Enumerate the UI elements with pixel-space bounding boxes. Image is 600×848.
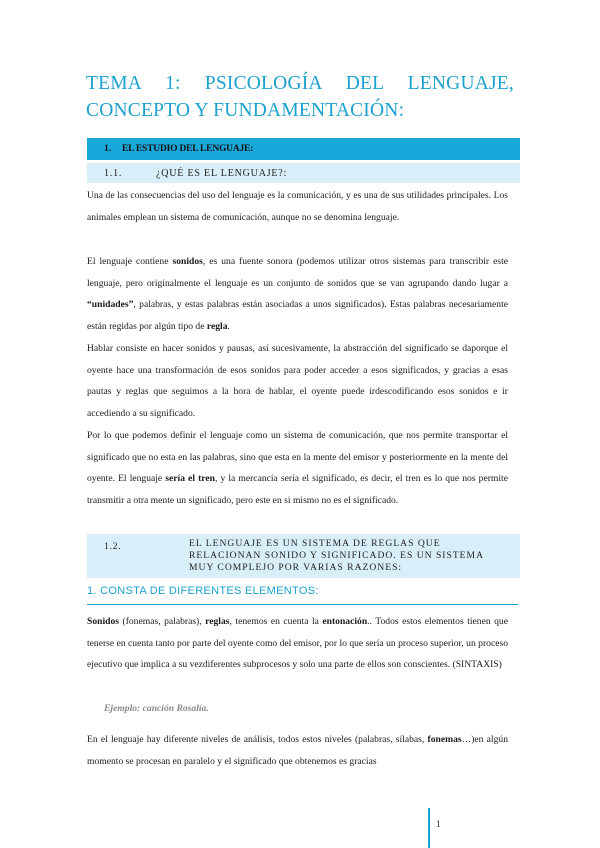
subsection-heading-1-2 xyxy=(87,534,520,578)
title-line-1: TEMA 1: PSICOLOGÍA DEL LENGUAJE, xyxy=(86,73,514,94)
subsection-title: EL LENGUAJE ES UN SISTEMA DE REGLAS QUE RELACIONAN SONIDO Y SIGNIFICADO. ES UN SISTEMA MUY COMPLEJO POR VARIAS RAZONES: xyxy=(189,538,484,573)
paragraph-1 xyxy=(87,185,508,228)
text-run: , y la mercancía sería el significado, es decir, el tren es lo que nos permite transmitir a otra mente un significado, pero este en si mismo no es el significado. xyxy=(87,473,508,506)
text-run: . xyxy=(227,320,230,332)
bold-term-sonidos: Sonidos xyxy=(87,616,119,627)
text-run: .. Todos estos elementos tienen que tenerse en cuenta tanto por parte del oyente como del emisor, por lo que sería un proceso superior, un proceso ejecutivo que implica a su vezdiferentes subprocesos y solo una parte de ellos son conscientes. (SINTAXIS) xyxy=(87,616,508,670)
bold-term-tren: sería el tren xyxy=(165,473,215,484)
paragraph-6 xyxy=(87,729,508,772)
page-number-marker xyxy=(428,808,450,848)
text-run: Por lo que podemos definir el lenguaje como un sistema de comunicación, que nos permite transportar el significado que no esta en las palabras, sino que esta en la mente del emisor y posteriormente en la mente del oyente. El lenguaje xyxy=(87,430,508,484)
text-run: …)en algún momento se procesan en paralelo y el significado que obtenemos es gracias xyxy=(87,734,508,767)
text-run: , es una fuente sonora (podemos utilizar otros sistemas para transcribir este lenguaje, pero originalmente el lenguaje es un conjunto de sonidos que se van agrupando dando lugar a xyxy=(87,256,508,289)
subsection-number: 1.1. xyxy=(104,167,123,179)
section-title: EL ESTUDIO DEL LENGUAJE: xyxy=(122,144,254,154)
subsection-heading-1-1 xyxy=(87,163,520,183)
paragraph-2 xyxy=(87,251,508,337)
list-heading: 1. CONSTA DE DIFERENTES ELEMENTOS: xyxy=(87,585,518,605)
page-title xyxy=(86,70,514,124)
bold-term-entonacion: entonación xyxy=(322,616,368,627)
title-line-2: CONCEPTO Y FUNDAMENTACIÓN: xyxy=(86,100,405,121)
subsection-title: ¿QUÉ ES EL LENGUAJE?: xyxy=(156,167,288,179)
paragraph-5 xyxy=(87,611,508,676)
bold-term-unidades: “unidades” xyxy=(87,299,134,310)
bold-term-regla: regla xyxy=(206,320,228,332)
text-run: El lenguaje contiene xyxy=(87,256,173,267)
text-run: En el lenguaje hay diferente niveles de análisis, todos estos niveles (palabras, sílabas, xyxy=(87,734,428,745)
section-heading-1 xyxy=(87,138,520,160)
page-number: 1 xyxy=(436,819,441,829)
section-number: 1. xyxy=(104,144,112,154)
bold-term-sonidos: sonidos xyxy=(172,256,203,267)
paragraph-3 xyxy=(87,338,508,424)
bold-term-reglas: reglas xyxy=(205,616,230,627)
paragraph-text: Hablar consiste en hacer sonidos y pausas, así sucesivamente, la abstracción del significado se daporque el oyente hace una transformación de esos sonidos para poder acceder a esos significados, y gracias a esas pautas y reglas que seguimos a la hora de hablar, el oyente puede irdescodificando esos sonidos e ir accediendo a su significado. xyxy=(87,343,508,419)
text-run: , tenemos en cuenta la xyxy=(229,616,323,627)
paragraph-4 xyxy=(87,425,508,511)
text-run: , palabras, y estas palabras están asociadas a unos significados). Estas palabras necesariamente están regidas por algún tipo de xyxy=(87,299,508,332)
paragraph-text: Una de las consecuencias del uso del lenguaje es la comunicación, y es una de sus utilidades principales. Los animales emplean un sistema de comunicación, aunque no se denomina lenguaje. xyxy=(87,190,508,223)
bold-term-fonemas: fonemas xyxy=(427,734,462,745)
subsection-number: 1.2. xyxy=(104,541,122,552)
example-note: Ejemplo: canción Rosalía. xyxy=(104,703,209,714)
text-run: (fonemas, palabras), xyxy=(119,616,206,627)
